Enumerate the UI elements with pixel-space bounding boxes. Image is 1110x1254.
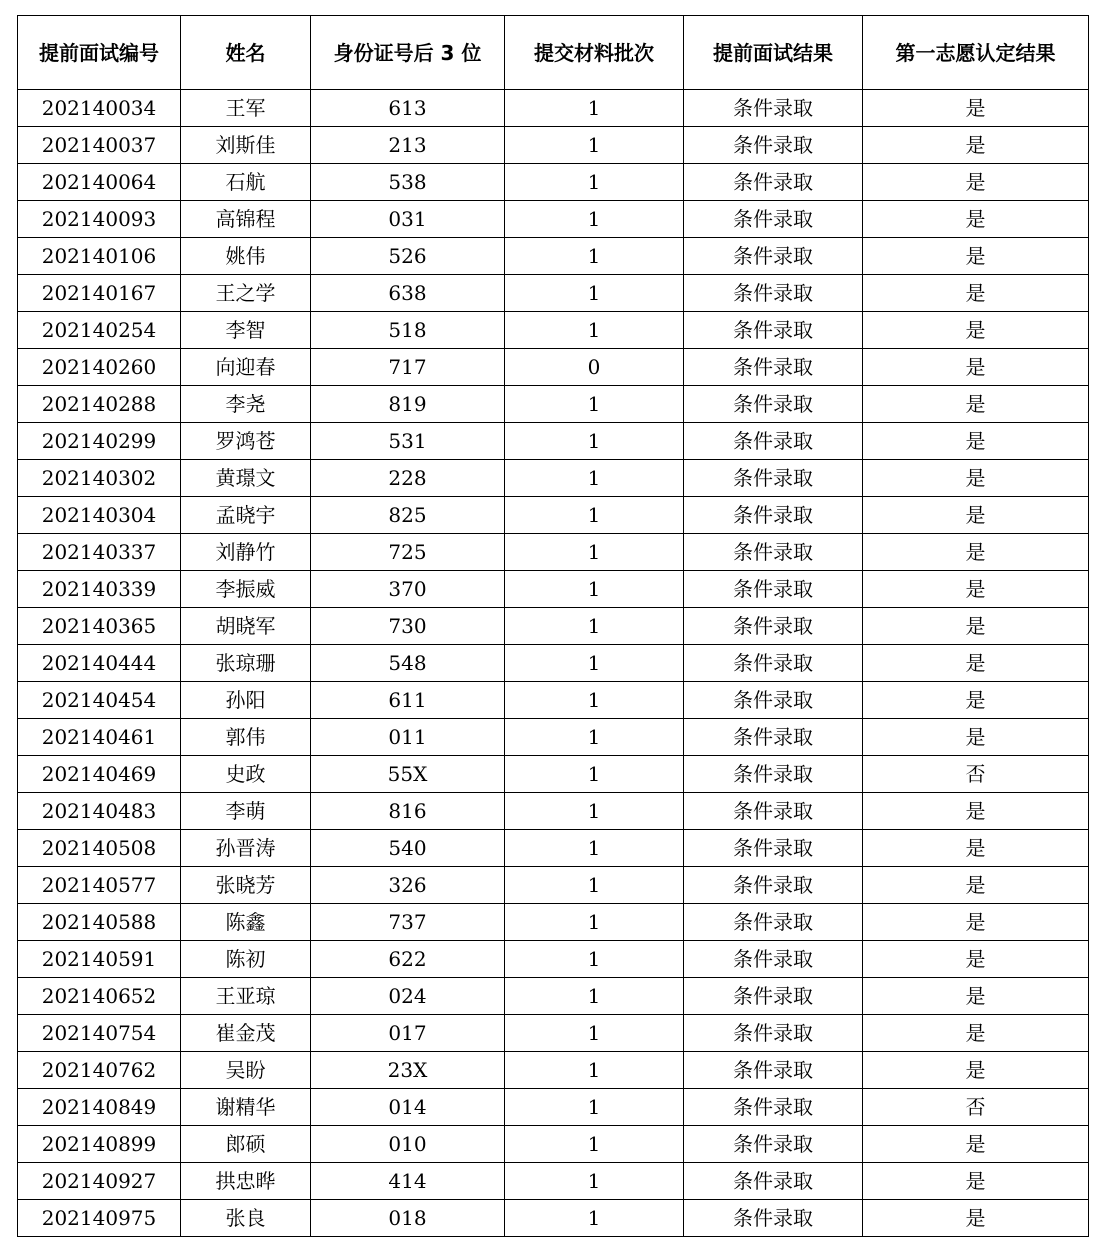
table-row	[18, 682, 1089, 719]
cell-interview-id: 202140254	[18, 312, 181, 349]
table-row	[18, 497, 1089, 534]
cell-interview-result: 条件录取	[684, 1163, 863, 1200]
cell-batch: 1	[505, 1052, 684, 1089]
cell-name: 向迎春	[181, 349, 311, 386]
cell-id-last3: 819	[311, 386, 505, 423]
cell-interview-id: 202140288	[18, 386, 181, 423]
cell-batch: 1	[505, 312, 684, 349]
header-name: 姓名	[181, 16, 311, 90]
cell-interview-result: 条件录取	[684, 719, 863, 756]
cell-id-last3: 018	[311, 1200, 505, 1237]
cell-name: 李萌	[181, 793, 311, 830]
cell-interview-id: 202140927	[18, 1163, 181, 1200]
cell-id-last3: 825	[311, 497, 505, 534]
header-id-last3: 身份证号后 3 位	[311, 16, 505, 90]
table-header	[18, 16, 1089, 90]
cell-interview-id: 202140302	[18, 460, 181, 497]
cell-interview-result: 条件录取	[684, 386, 863, 423]
cell-interview-result: 条件录取	[684, 534, 863, 571]
cell-batch: 1	[505, 238, 684, 275]
table-row	[18, 756, 1089, 793]
cell-first-choice-result: 是	[863, 1163, 1089, 1200]
cell-id-last3: 725	[311, 534, 505, 571]
cell-name: 刘静竹	[181, 534, 311, 571]
cell-name: 张良	[181, 1200, 311, 1237]
cell-interview-id: 202140469	[18, 756, 181, 793]
cell-interview-id: 202140260	[18, 349, 181, 386]
cell-batch: 1	[505, 386, 684, 423]
cell-id-last3: 031	[311, 201, 505, 238]
cell-interview-result: 条件录取	[684, 571, 863, 608]
cell-first-choice-result: 是	[863, 1015, 1089, 1052]
cell-first-choice-result: 是	[863, 978, 1089, 1015]
cell-interview-result: 条件录取	[684, 645, 863, 682]
cell-first-choice-result: 是	[863, 275, 1089, 312]
cell-batch: 1	[505, 978, 684, 1015]
cell-name: 孙晋涛	[181, 830, 311, 867]
cell-first-choice-result: 是	[863, 460, 1089, 497]
cell-first-choice-result: 是	[863, 312, 1089, 349]
cell-interview-result: 条件录取	[684, 423, 863, 460]
cell-id-last3: 737	[311, 904, 505, 941]
cell-id-last3: 531	[311, 423, 505, 460]
header-row	[18, 16, 1089, 90]
cell-id-last3: 518	[311, 312, 505, 349]
cell-batch: 1	[505, 571, 684, 608]
cell-first-choice-result: 否	[863, 1089, 1089, 1126]
table-row	[18, 719, 1089, 756]
cell-interview-result: 条件录取	[684, 830, 863, 867]
table-row	[18, 534, 1089, 571]
cell-interview-id: 202140444	[18, 645, 181, 682]
cell-id-last3: 638	[311, 275, 505, 312]
cell-interview-result: 条件录取	[684, 275, 863, 312]
cell-id-last3: 370	[311, 571, 505, 608]
cell-batch: 1	[505, 1163, 684, 1200]
cell-name: 李尧	[181, 386, 311, 423]
table-row	[18, 1089, 1089, 1126]
cell-name: 王军	[181, 90, 311, 127]
cell-first-choice-result: 是	[863, 1052, 1089, 1089]
cell-name: 李智	[181, 312, 311, 349]
cell-id-last3: 540	[311, 830, 505, 867]
cell-name: 郎硕	[181, 1126, 311, 1163]
table-row	[18, 201, 1089, 238]
cell-interview-id: 202140093	[18, 201, 181, 238]
cell-batch: 1	[505, 682, 684, 719]
cell-interview-result: 条件录取	[684, 349, 863, 386]
cell-batch: 1	[505, 867, 684, 904]
cell-id-last3: 228	[311, 460, 505, 497]
cell-interview-result: 条件录取	[684, 941, 863, 978]
cell-batch: 1	[505, 127, 684, 164]
cell-interview-result: 条件录取	[684, 312, 863, 349]
header-interview-id: 提前面试编号	[18, 16, 181, 90]
cell-name: 胡晓军	[181, 608, 311, 645]
cell-batch: 1	[505, 1089, 684, 1126]
cell-name: 刘斯佳	[181, 127, 311, 164]
cell-id-last3: 622	[311, 941, 505, 978]
cell-name: 王之学	[181, 275, 311, 312]
cell-interview-result: 条件录取	[684, 682, 863, 719]
cell-id-last3: 414	[311, 1163, 505, 1200]
cell-interview-id: 202140454	[18, 682, 181, 719]
table-row	[18, 941, 1089, 978]
cell-batch: 1	[505, 90, 684, 127]
cell-id-last3: 55X	[311, 756, 505, 793]
table-row	[18, 312, 1089, 349]
cell-interview-result: 条件录取	[684, 238, 863, 275]
cell-first-choice-result: 是	[863, 423, 1089, 460]
table-row	[18, 164, 1089, 201]
cell-batch: 1	[505, 941, 684, 978]
table-row	[18, 386, 1089, 423]
cell-first-choice-result: 是	[863, 534, 1089, 571]
cell-first-choice-result: 否	[863, 756, 1089, 793]
cell-id-last3: 326	[311, 867, 505, 904]
cell-first-choice-result: 是	[863, 793, 1089, 830]
cell-interview-result: 条件录取	[684, 1200, 863, 1237]
cell-name: 石航	[181, 164, 311, 201]
header-interview-result: 提前面试结果	[684, 16, 863, 90]
cell-interview-id: 202140754	[18, 1015, 181, 1052]
cell-interview-id: 202140064	[18, 164, 181, 201]
cell-interview-id: 202140508	[18, 830, 181, 867]
cell-batch: 1	[505, 608, 684, 645]
cell-batch: 1	[505, 164, 684, 201]
cell-interview-id: 202140483	[18, 793, 181, 830]
cell-name: 罗鸿苍	[181, 423, 311, 460]
cell-interview-id: 202140762	[18, 1052, 181, 1089]
cell-id-last3: 213	[311, 127, 505, 164]
cell-first-choice-result: 是	[863, 386, 1089, 423]
table-row	[18, 423, 1089, 460]
cell-interview-id: 202140304	[18, 497, 181, 534]
cell-batch: 1	[505, 719, 684, 756]
cell-interview-result: 条件录取	[684, 793, 863, 830]
cell-interview-id: 202140591	[18, 941, 181, 978]
cell-batch: 1	[505, 645, 684, 682]
cell-first-choice-result: 是	[863, 238, 1089, 275]
cell-id-last3: 613	[311, 90, 505, 127]
cell-id-last3: 717	[311, 349, 505, 386]
cell-id-last3: 010	[311, 1126, 505, 1163]
cell-batch: 1	[505, 497, 684, 534]
cell-interview-id: 202140167	[18, 275, 181, 312]
table-row	[18, 645, 1089, 682]
cell-first-choice-result: 是	[863, 645, 1089, 682]
cell-first-choice-result: 是	[863, 571, 1089, 608]
cell-id-last3: 730	[311, 608, 505, 645]
cell-name: 郭伟	[181, 719, 311, 756]
cell-interview-id: 202140337	[18, 534, 181, 571]
cell-first-choice-result: 是	[863, 1126, 1089, 1163]
cell-first-choice-result: 是	[863, 349, 1089, 386]
cell-interview-id: 202140588	[18, 904, 181, 941]
cell-interview-id: 202140034	[18, 90, 181, 127]
cell-interview-result: 条件录取	[684, 1089, 863, 1126]
cell-first-choice-result: 是	[863, 904, 1089, 941]
table-row	[18, 1200, 1089, 1237]
table-row	[18, 460, 1089, 497]
table-row	[18, 1015, 1089, 1052]
cell-name: 孟晓宇	[181, 497, 311, 534]
table-row	[18, 793, 1089, 830]
cell-name: 陈初	[181, 941, 311, 978]
cell-first-choice-result: 是	[863, 867, 1089, 904]
cell-id-last3: 017	[311, 1015, 505, 1052]
cell-interview-id: 202140037	[18, 127, 181, 164]
cell-batch: 1	[505, 904, 684, 941]
cell-name: 王亚琼	[181, 978, 311, 1015]
cell-interview-result: 条件录取	[684, 201, 863, 238]
table-row	[18, 275, 1089, 312]
cell-interview-id: 202140577	[18, 867, 181, 904]
cell-name: 吴盼	[181, 1052, 311, 1089]
table-row	[18, 349, 1089, 386]
cell-batch: 0	[505, 349, 684, 386]
cell-first-choice-result: 是	[863, 127, 1089, 164]
cell-interview-result: 条件录取	[684, 756, 863, 793]
cell-first-choice-result: 是	[863, 830, 1089, 867]
cell-id-last3: 816	[311, 793, 505, 830]
cell-name: 孙阳	[181, 682, 311, 719]
table-row	[18, 1052, 1089, 1089]
cell-interview-result: 条件录取	[684, 904, 863, 941]
cell-first-choice-result: 是	[863, 719, 1089, 756]
cell-interview-id: 202140461	[18, 719, 181, 756]
cell-batch: 1	[505, 201, 684, 238]
cell-first-choice-result: 是	[863, 90, 1089, 127]
cell-interview-id: 202140899	[18, 1126, 181, 1163]
cell-batch: 1	[505, 1200, 684, 1237]
cell-first-choice-result: 是	[863, 201, 1089, 238]
cell-name: 李振威	[181, 571, 311, 608]
cell-id-last3: 526	[311, 238, 505, 275]
table-row	[18, 238, 1089, 275]
cell-interview-result: 条件录取	[684, 1126, 863, 1163]
results-table	[17, 15, 1089, 1237]
cell-interview-id: 202140652	[18, 978, 181, 1015]
cell-name: 张晓芳	[181, 867, 311, 904]
header-first-choice-result: 第一志愿认定结果	[863, 16, 1089, 90]
cell-name: 拱忠晔	[181, 1163, 311, 1200]
table-row	[18, 904, 1089, 941]
cell-batch: 1	[505, 756, 684, 793]
cell-id-last3: 23X	[311, 1052, 505, 1089]
table-row	[18, 127, 1089, 164]
cell-first-choice-result: 是	[863, 608, 1089, 645]
cell-id-last3: 011	[311, 719, 505, 756]
cell-name: 姚伟	[181, 238, 311, 275]
cell-interview-result: 条件录取	[684, 1052, 863, 1089]
cell-interview-result: 条件录取	[684, 1015, 863, 1052]
cell-name: 崔金茂	[181, 1015, 311, 1052]
table-row	[18, 867, 1089, 904]
cell-name: 高锦程	[181, 201, 311, 238]
cell-batch: 1	[505, 1126, 684, 1163]
cell-interview-id: 202140849	[18, 1089, 181, 1126]
table-row	[18, 90, 1089, 127]
cell-interview-result: 条件录取	[684, 608, 863, 645]
cell-interview-result: 条件录取	[684, 978, 863, 1015]
cell-id-last3: 538	[311, 164, 505, 201]
cell-first-choice-result: 是	[863, 1200, 1089, 1237]
table-row	[18, 830, 1089, 867]
cell-first-choice-result: 是	[863, 682, 1089, 719]
cell-batch: 1	[505, 460, 684, 497]
cell-first-choice-result: 是	[863, 164, 1089, 201]
cell-batch: 1	[505, 534, 684, 571]
results-sheet	[17, 15, 1089, 1237]
cell-batch: 1	[505, 1015, 684, 1052]
table-row	[18, 1126, 1089, 1163]
header-batch: 提交材料批次	[505, 16, 684, 90]
table-row	[18, 571, 1089, 608]
cell-id-last3: 024	[311, 978, 505, 1015]
cell-interview-id: 202140975	[18, 1200, 181, 1237]
table-row	[18, 1163, 1089, 1200]
cell-interview-id: 202140365	[18, 608, 181, 645]
cell-batch: 1	[505, 275, 684, 312]
cell-interview-result: 条件录取	[684, 460, 863, 497]
cell-interview-id: 202140106	[18, 238, 181, 275]
cell-name: 黄璟文	[181, 460, 311, 497]
cell-first-choice-result: 是	[863, 941, 1089, 978]
cell-batch: 1	[505, 423, 684, 460]
cell-id-last3: 611	[311, 682, 505, 719]
cell-batch: 1	[505, 793, 684, 830]
cell-interview-id: 202140299	[18, 423, 181, 460]
table-row	[18, 978, 1089, 1015]
cell-name: 张琼珊	[181, 645, 311, 682]
cell-name: 谢精华	[181, 1089, 311, 1126]
cell-interview-id: 202140339	[18, 571, 181, 608]
cell-interview-result: 条件录取	[684, 867, 863, 904]
table-body	[18, 90, 1089, 1237]
table-row	[18, 608, 1089, 645]
cell-interview-result: 条件录取	[684, 90, 863, 127]
cell-interview-result: 条件录取	[684, 497, 863, 534]
cell-id-last3: 014	[311, 1089, 505, 1126]
cell-first-choice-result: 是	[863, 497, 1089, 534]
cell-name: 史政	[181, 756, 311, 793]
cell-batch: 1	[505, 830, 684, 867]
cell-id-last3: 548	[311, 645, 505, 682]
cell-interview-result: 条件录取	[684, 127, 863, 164]
cell-name: 陈鑫	[181, 904, 311, 941]
cell-interview-result: 条件录取	[684, 164, 863, 201]
